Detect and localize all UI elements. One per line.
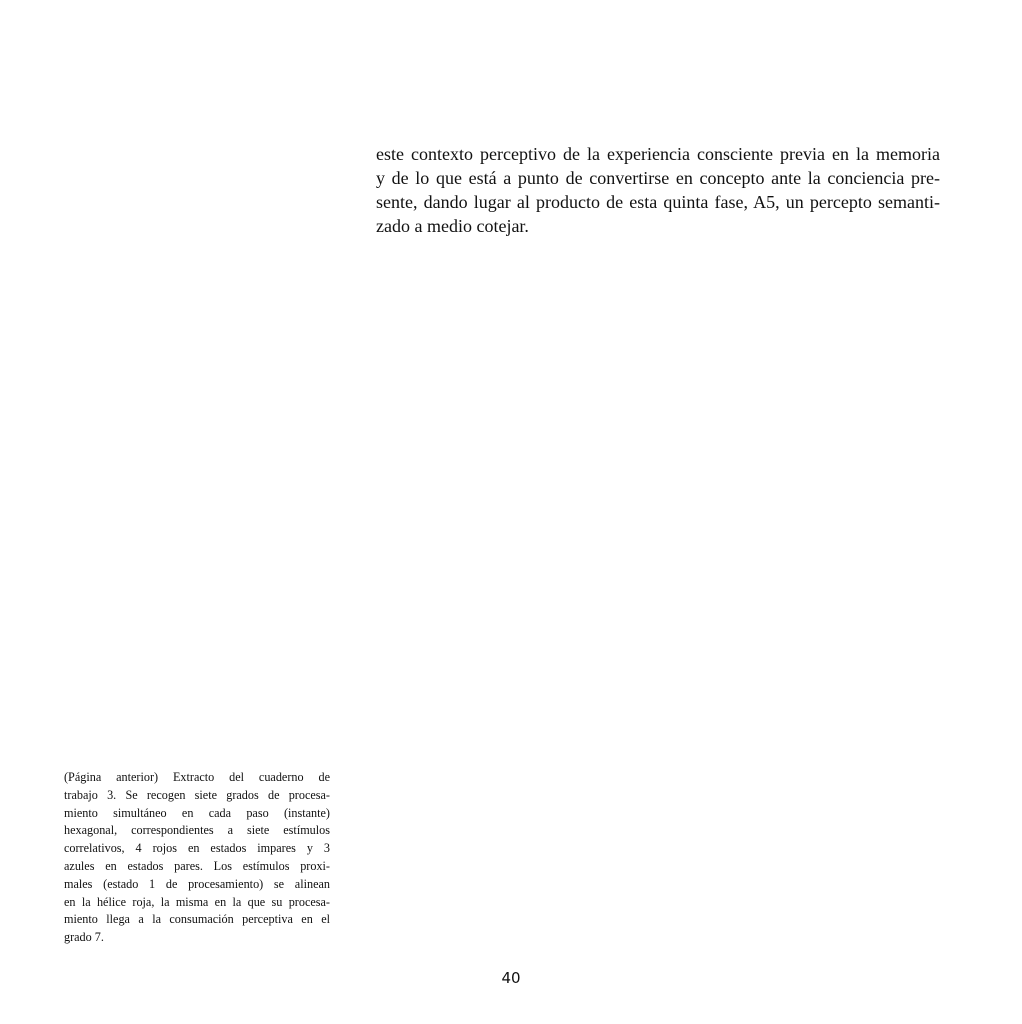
caption-line: hexagonal, correspondientes a siete estímulos [64,823,330,838]
body-line: zado a medio cotejar. [376,216,529,236]
caption-line: miento simultáneo en cada paso (instante) [64,805,330,820]
caption-line: azules en estados pares. Los estímulos proxi- [64,858,330,873]
body-line: este contexto perceptivo de la experiencia consciente previa en la memoria [376,144,940,164]
caption-line: grado 7. [64,930,104,945]
body-line: y de lo que está a punto de convertirse en concepto ante la conciencia pre- [376,168,940,188]
caption-line: (Página anterior) Extracto del cuaderno de [64,770,330,784]
caption-line: males (estado 1 de procesamiento) se alinean [64,876,330,891]
body-line: sente, dando lugar al producto de esta quinta fase, A5, un percepto semanti- [376,192,940,212]
caption-line: correlativos, 4 rojos en estados impares y 3 [64,841,330,856]
page-number: 40 [501,969,521,987]
figure-caption [64,769,330,947]
body-paragraph [376,142,940,238]
caption-line: en la hélice roja, la misma en la que su procesa- [64,894,330,909]
caption-line: trabajo 3. Se recogen siete grados de procesa- [64,787,330,802]
caption-line: miento llega a la consumación perceptiva en el [64,912,330,927]
